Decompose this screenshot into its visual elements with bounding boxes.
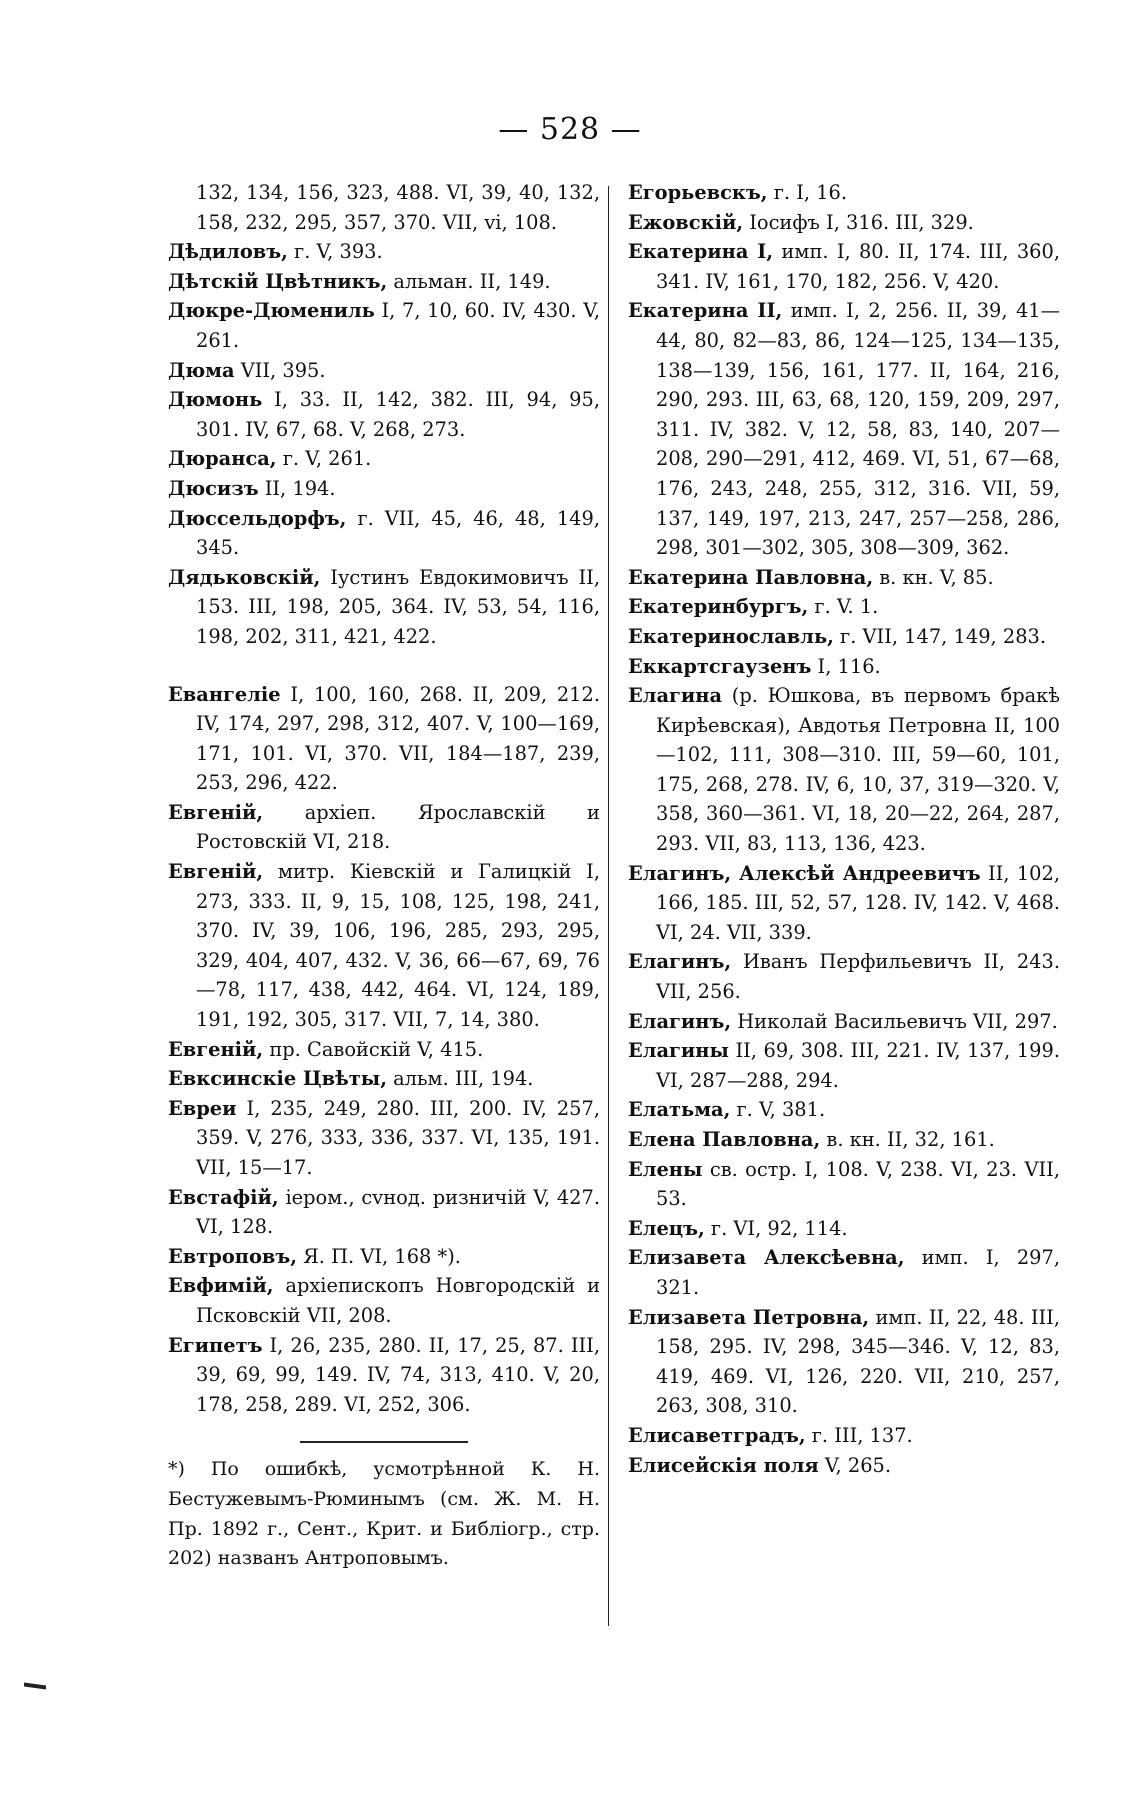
index-column-right — [628, 178, 1060, 1480]
index-entry-references: (р. Юшкова, въ первомъ бракѣ Кирѣевская), Авдотья Петровна II, 100—102, 111, 308—310. III, 59—60, 101, 175, 268, 278. IV, 6, 10, 37, 319—320. V, 358, 360—361. VI, 18, 20—22, 264, 287, 293. VII, 83, 113, 136, 423. — [656, 684, 1060, 856]
index-entry — [628, 1243, 1060, 1302]
index-entry — [168, 798, 600, 857]
index-entry-references: V, 265. — [818, 1453, 892, 1477]
index-entry-heading: Евреи — [168, 1096, 237, 1120]
index-entry-heading: Дюкре-Дюмениль — [168, 299, 375, 323]
index-entry — [168, 857, 600, 1035]
index-entry-references: Я. П. VI, 168 *). — [296, 1244, 461, 1268]
footnote-rule — [300, 1441, 468, 1443]
index-entry-references: I, 7, 10, 60. IV, 430. V, 261. — [196, 299, 600, 352]
index-entry — [628, 1036, 1060, 1095]
index-entry-references: г. VI, 92, 114. — [704, 1216, 848, 1240]
index-entry-references: митр. Кіевскій и Галицкій I, 273, 333. II, 9, 15, 108, 125, 198, 241, 370. IV, 39, 106, 196, 285, 293, 295, 329, 404, 407, 432. V, 36, 66—67, 69, 76—78, 117, 438, 442, 464. VI, 124, 189, 191, 192, 305, 317. VII, 7, 14, 380. — [196, 860, 600, 1032]
index-entry-references: I, 100, 160, 268. II, 209, 212. IV, 174, 297, 298, 312, 407. V, 100—169, 171, 101. VI, 370. VII, 184—187, 239, 253, 296, 422. — [196, 682, 600, 795]
index-entry — [168, 296, 600, 355]
index-column-left — [168, 178, 600, 1574]
index-entry-heading: Дюмонь — [168, 388, 263, 412]
index-entry-heading: Евксинскіе Цвѣты, — [168, 1067, 387, 1091]
index-entry-heading: Евгеній, — [168, 860, 264, 884]
index-entry-heading: Ежовскій, — [628, 210, 744, 234]
index-entry — [628, 1451, 1060, 1481]
index-entry — [168, 474, 600, 504]
index-entry-heading: Елагина — [628, 684, 723, 708]
column-divider — [608, 186, 609, 1626]
footnote: *) По ошибкѣ, усмотрѣнной К. Н. Бестужевымъ-Рюминымъ (см. Ж. М. Н. Пр. 1892 г., Сент., Крит. и Библіогр., стр. 202) названъ Антроповымъ. — [168, 1458, 600, 1570]
index-entry — [628, 1095, 1060, 1125]
index-entry-references: 132, 134, 156, 323, 488. VI, 39, 40, 132, 158, 232, 295, 357, 370. VII, vi, 108. — [196, 181, 600, 234]
index-entry — [168, 444, 600, 474]
index-entry-heading: Дюсизъ — [168, 476, 259, 500]
index-entry-references: г. V, 393. — [287, 240, 383, 264]
index-entry — [168, 237, 600, 267]
index-entry-heading: Елагины — [628, 1039, 729, 1063]
index-entry — [168, 1242, 600, 1272]
page-number: — 528 — — [498, 112, 642, 147]
index-entry-continuation — [168, 178, 600, 237]
index-entry-heading: Дѣдиловъ, — [168, 240, 288, 264]
index-entry-heading: Елисаветградъ, — [628, 1423, 806, 1447]
index-entry-references: II, 102, 166, 185. III, 52, 57, 128. IV, 142. V, 468. VI, 24. VII, 339. — [656, 861, 1060, 944]
index-entry — [168, 356, 600, 386]
index-entry-heading: Еккартсгаузенъ — [628, 654, 812, 678]
index-entry — [168, 1183, 600, 1242]
index-entry — [168, 680, 600, 798]
index-entry-references: г. I, 16. — [767, 181, 848, 204]
index-entry-heading: Евгеній, — [168, 800, 264, 824]
index-entry-heading: Елизавета Алексѣевна, — [628, 1246, 905, 1270]
index-entry — [168, 1064, 600, 1094]
index-entry-heading: Дюссельдорфъ, — [168, 506, 347, 530]
index-entry-references: альман. II, 149. — [387, 269, 551, 293]
index-entry-heading: Евангеліе — [168, 682, 281, 706]
scan-mark — [24, 1682, 46, 1689]
index-entry — [628, 178, 1060, 208]
index-entry — [628, 1214, 1060, 1244]
index-entry-references: іером., сvнод. ризничій V, 427. VI, 128. — [196, 1185, 600, 1239]
index-entry — [628, 237, 1060, 296]
index-entry — [628, 296, 1060, 562]
index-entry-references: имп. I, 2, 256. II, 39, 41—44, 80, 82—83, 86, 124—125, 134—135, 138—139, 156, 161, 177. II, 164, 216, 290, 293. III, 63, 68, 120, 159, 209, 297, 311. IV, 382. V, 12, 58, 83, 140, 207—208, 290—291, 412, 469. VI, 51, 67—68, 176, 243, 248, 255, 312, 316. VII, 59, 137, 149, 197, 213, 247, 257—258, 286, 298, 301—302, 305, 308—309, 362. — [656, 299, 1061, 560]
index-entry-heading: Екатеринбургъ, — [628, 595, 809, 619]
index-entry-heading: Евфимій, — [168, 1274, 274, 1298]
index-entry — [628, 592, 1060, 622]
index-entry-heading: Елены — [628, 1157, 703, 1181]
index-entry — [168, 267, 600, 297]
index-entry-heading: Екатеринославль, — [628, 624, 834, 648]
section-gap — [168, 652, 600, 680]
index-entry — [168, 1331, 600, 1420]
index-entry-references: I, 26, 235, 280. II, 17, 25, 87. III, 39, 69, 99, 149. IV, 74, 313, 410. V, 20, 178, 258, 289. VI, 252, 306. — [196, 1333, 600, 1416]
index-entry-references: II, 69, 308. III, 221. IV, 137, 199. VI, 287—288, 294. — [656, 1039, 1060, 1092]
index-entry-heading: Екатерина Павловна, — [628, 565, 874, 589]
index-entry — [628, 1007, 1060, 1037]
index-entry-heading: Дюранса, — [168, 447, 277, 471]
index-entry-heading: Евгеній, — [168, 1037, 264, 1061]
index-entry-references: Іустинъ Евдокимовичъ II, 153. III, 198, 205, 364. IV, 53, 54, 116, 198, 202, 311, 421, 422. — [196, 565, 600, 648]
index-entry — [168, 1271, 600, 1330]
index-entry-heading: Елецъ, — [628, 1216, 705, 1240]
index-entry-references: Иванъ Перфильевичъ II, 243. VII, 256. — [656, 950, 1060, 1004]
index-entry-heading: Елисейскія поля — [628, 1453, 819, 1477]
index-entry — [168, 385, 600, 444]
index-entry-references: Іосифъ I, 316. III, 329. — [743, 210, 974, 234]
index-entry — [628, 208, 1060, 238]
index-entry — [168, 1094, 600, 1183]
index-entry-references: св. остр. I, 108. V, 238. VI, 23. VII, 53. — [656, 1157, 1060, 1211]
index-entry-references: г. V, 381. — [730, 1098, 826, 1122]
index-entry — [628, 947, 1060, 1006]
index-entry-heading: Елагинъ, Алексѣй Андреевичъ — [628, 861, 981, 885]
index-entry-references: имп. I, 80. II, 174. III, 360, 341. IV, 161, 170, 182, 256. V, 420. — [656, 240, 1060, 293]
index-entry — [628, 859, 1060, 948]
index-entry-references: г. V, 261. — [276, 447, 372, 471]
index-entry-heading: Евтроповъ, — [168, 1244, 297, 1268]
index-entry — [628, 1155, 1060, 1214]
index-entry — [628, 1125, 1060, 1155]
index-entry-heading: Елагинъ, — [628, 1009, 732, 1033]
index-entry — [628, 1303, 1060, 1421]
index-entry-heading: Егорьевскъ, — [628, 181, 768, 204]
index-entry-heading: Елагинъ, — [628, 950, 732, 974]
index-entry-references: г. VII, 147, 149, 283. — [833, 624, 1047, 648]
index-entry-heading: Дѣтскій Цвѣтникъ, — [168, 269, 388, 293]
index-entry-heading: Египетъ — [168, 1333, 263, 1357]
index-entry — [628, 563, 1060, 593]
index-entry-references: пр. Савойскій V, 415. — [263, 1037, 484, 1061]
index-entry-heading: Елатьма, — [628, 1098, 731, 1122]
index-entry — [168, 563, 600, 652]
index-entry — [168, 504, 600, 563]
index-entry-references: г. V. 1. — [808, 595, 879, 619]
index-entry-heading: Елизавета Петровна, — [628, 1305, 870, 1329]
index-entry-heading: Екатерина I, — [628, 240, 774, 264]
index-entry-references: Николай Васильевичъ VII, 297. — [731, 1009, 1058, 1033]
index-entry-references: I, 33. II, 142, 382. III, 94, 95, 301. IV, 67, 68. V, 268, 273. — [196, 388, 600, 441]
index-entry-references: архіеп. Ярославскій и Ростовскій VI, 218. — [196, 800, 600, 854]
index-entry-heading: Дюма — [168, 358, 235, 382]
index-entry-references: альм. III, 194. — [386, 1067, 534, 1091]
index-entry-references: имп. I, 297, 321. — [656, 1246, 1060, 1299]
index-entry — [628, 652, 1060, 682]
index-entry-references: II, 194. — [258, 476, 336, 500]
index-entry — [168, 1035, 600, 1065]
index-entry-references: I, 235, 249, 280. III, 200. IV, 257, 359. V, 276, 333, 336, 337. VI, 135, 191. VII, 15—17. — [196, 1096, 600, 1179]
index-entry — [628, 681, 1060, 859]
index-entry-heading: Елена Павловна, — [628, 1128, 821, 1151]
index-entry-heading: Екатерина II, — [628, 299, 783, 323]
index-entry-references: г. III, 137. — [805, 1423, 913, 1447]
index-entry-references: г. VII, 45, 46, 48, 149, 345. — [196, 506, 600, 560]
index-entry — [628, 1421, 1060, 1451]
index-entry-heading: Евстафій, — [168, 1185, 279, 1209]
index-entry — [628, 622, 1060, 652]
index-entry-heading: Дядьковскій, — [168, 565, 321, 589]
index-entry-references: в. кн. II, 32, 161. — [820, 1128, 995, 1151]
index-entry-references: архіепископъ Новгородскій и Псковскій VII, 208. — [196, 1274, 600, 1327]
index-entry-references: VII, 395. — [234, 358, 326, 382]
index-entry-references: I, 116. — [811, 654, 881, 678]
index-entry-references: имп. II, 22, 48. III, 158, 295. IV, 298, 345—346. V, 12, 83, 419, 469. VI, 126, 220. VII, 210, 257, 263, 308, 310. — [656, 1305, 1060, 1418]
index-entry-references: в. кн. V, 85. — [873, 565, 994, 589]
